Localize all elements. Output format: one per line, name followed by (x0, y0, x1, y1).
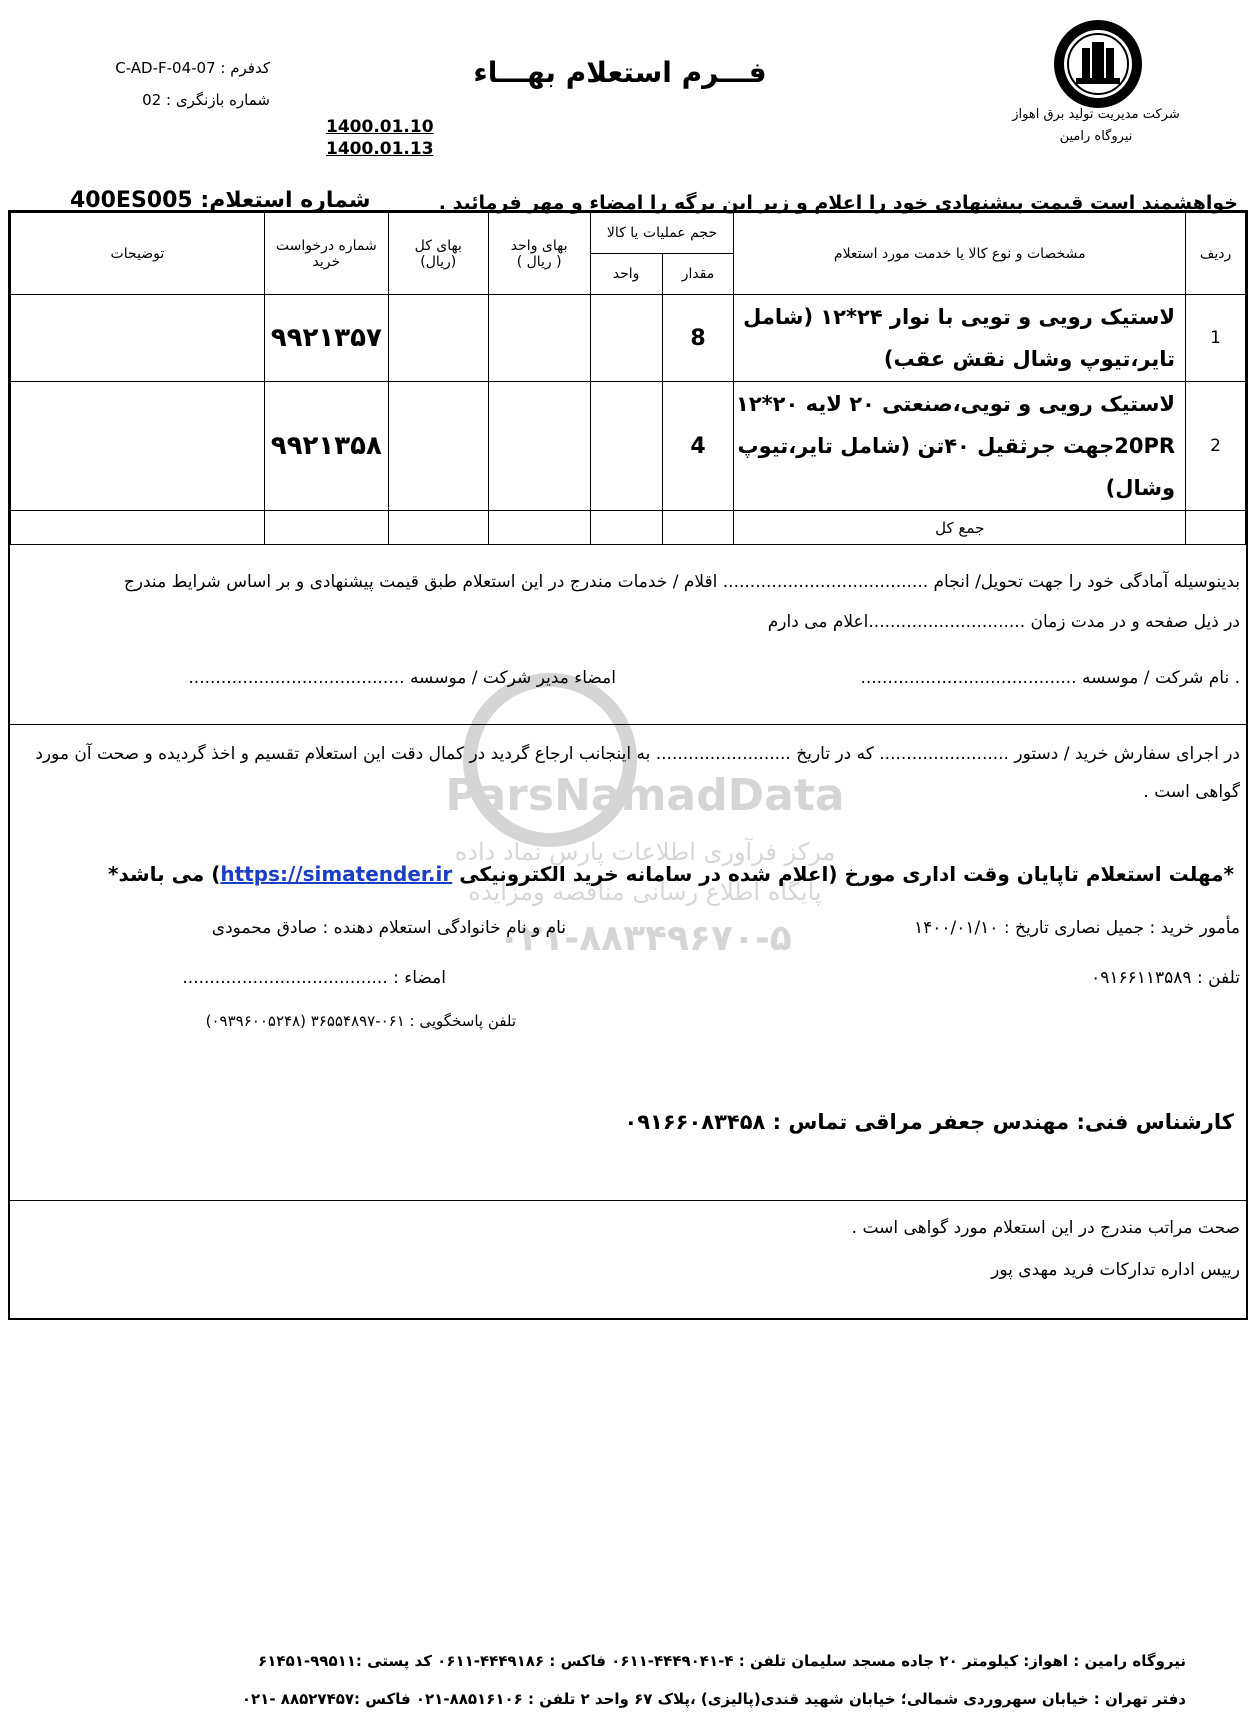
total-row-number (1186, 511, 1246, 545)
total-qty (662, 511, 734, 545)
deadline-notice (108, 862, 1234, 886)
readiness-line1: بدینوسیله آمادگی خود را جهت تحویل/ انجام ...................................... اقلام / خدمات مندرج در این استعلام طبق قیمت پیشنهادی و بر اساس شرایط مندرج (123, 572, 1240, 592)
revision-number: شماره بازنگری : 02 (142, 91, 270, 109)
table-row (11, 295, 1246, 382)
header-request-no (264, 213, 388, 295)
buyer-info: مأمور خرید : جمیل نصاری تاریخ : ۱۴۰۰/۰۱/۱۰ (913, 918, 1240, 938)
item-unit-price (488, 382, 590, 511)
total-unit (590, 511, 662, 545)
inquiry-label: شماره استعلام: (200, 188, 371, 213)
date-1: 1400.01.10 (326, 117, 434, 137)
watermark-portal: پایگاه اطلاع رسانی مناقصه ومزایده (468, 878, 822, 906)
divider (10, 724, 1246, 725)
company-logo (1052, 18, 1144, 110)
item-notes (11, 382, 265, 511)
procurement-head: رییس اداره تدارکات فرید مهدی پور (991, 1260, 1240, 1280)
request-text: خواهشمند است قیمت پیشنهادی خود را اعلام و زیر این برگه را امضاء و مهر فرمائید . (438, 192, 1238, 214)
deadline-text: *مهلت استعلام تاپایان وقت اداری مورخ (اعلام شده در سامانه خرید الکترونیکی (452, 862, 1234, 886)
form-title: فـــرم استعلام بهـــاء (473, 56, 767, 89)
header-row: ردیف (1186, 213, 1246, 295)
header-request-no-label: شماره درخواست (275, 237, 377, 254)
item-description-line1: لاستیک رویی و تویی،صنعتی ۲۰ لایه ۲۰*۱۲ (736, 392, 1176, 416)
item-description-line1: لاستیک رویی و تویی با نوار ۲۴*۱۲ (شامل (743, 305, 1176, 329)
item-unit-price (488, 295, 590, 382)
answer-phone: تلفن پاسخگویی : ۰۶۱-۳۶۵۵۴۸۹۷ (۰۹۳۹۶۰۰۵۲۴۸) (205, 1012, 516, 1030)
plant-name: نیروگاه رامین (1059, 129, 1133, 144)
dates-block (326, 116, 434, 160)
item-qty: 8 (662, 295, 734, 382)
form-codes (70, 52, 270, 116)
footer-address-1: نیروگاه رامین : اهواز: کیلومتر ۲۰ جاده مسجد سلیمان تلفن : ۴-۴۴۴۹۰۴۱-۰۶۱۱ فاکس : ۴۴۴۹۱۸۶-۰۶۱۱ کد پستی :۹۹۵۱۱-۶۱۴۵۱ (258, 1652, 1186, 1670)
signature-field: امضاء : ...................................... (182, 968, 446, 988)
simatender-link[interactable]: https://simatender.ir (220, 862, 453, 886)
item-request-no: ۹۹۲۱۳۵۸ (264, 382, 388, 511)
item-total-price (388, 295, 488, 382)
watermark (420, 660, 870, 1060)
date-2: 1400.01.13 (326, 139, 434, 159)
total-row (11, 511, 1246, 545)
company-name-field: . نام شرکت / موسسه ........................................ (860, 668, 1240, 688)
total-notes (11, 511, 265, 545)
technical-expert: کارشناس فنی: مهندس جعفر مراقی تماس : ۰۹۱۶۶۰۸۳۴۵۸ (624, 1110, 1234, 1134)
row-number: 1 (1186, 295, 1246, 382)
row-number: 2 (1186, 382, 1246, 511)
item-unit (590, 295, 662, 382)
item-description-line2: تایر،تیوپ وشال نقش عقب) (883, 347, 1176, 371)
watermark-brand: ParsNamadData (445, 770, 845, 821)
item-request-no: ۹۹۲۱۳۵۷ (264, 295, 388, 382)
item-description-line2: 20PRجهت جرثقیل ۴۰تن (شامل تایر،تیوپ وشال) (737, 434, 1176, 500)
item-total-price (388, 382, 488, 511)
deadline-suffix: ) می باشد* (107, 862, 221, 886)
order-line2: گواهی است . (1143, 782, 1240, 802)
total-total-price (388, 511, 488, 545)
item-description (734, 382, 1186, 511)
divider (10, 1200, 1246, 1201)
readiness-line2: در ذیل صفحه و در مدت زمان .............................اعلام می دارم (767, 612, 1240, 632)
header-spec: مشخصات و نوع کالا یا خدمت مورد استعلام (734, 213, 1186, 295)
watermark-phone: ۰۲۱-۸۸۳۴۹۶۷۰-۵ (498, 918, 792, 959)
header-unit: واحد (590, 254, 662, 295)
header-volume: حجم عملیات یا کالا (590, 213, 734, 254)
header-unit-price (488, 213, 590, 295)
header-total-price (388, 213, 488, 295)
order-line1: در اجرای سفارش خرید / دستور ........................ که در تاریخ ......................... به اینجانب ارجاع گردید در کمال دقت این استعلام تقسیم و اخذ گردیده و صحت آن مورد (35, 744, 1240, 764)
inquirer-name: نام و نام خانوادگی استعلام دهنده : صادق محمودی (211, 918, 566, 938)
header-qty: مقدار (662, 254, 734, 295)
header-unit-price-label: بهای واحد (510, 237, 568, 254)
buyer-phone: تلفن : ۰۹۱۶۶۱۱۳۵۸۹ (1091, 968, 1240, 988)
item-description (734, 295, 1186, 382)
header-request-no-sub: خرید (312, 253, 341, 270)
item-unit (590, 382, 662, 511)
total-unit-price (488, 511, 590, 545)
header-unit-price-sub: ( ریال ) (516, 253, 562, 270)
item-qty: 4 (662, 382, 734, 511)
company-name: شرکت مدیریت تولید برق اهواز (1012, 107, 1180, 122)
company-name-block (1006, 104, 1186, 148)
total-label: جمع کل (734, 511, 1186, 545)
header-total-price-label: بهای کل (414, 237, 462, 254)
manager-signature-field: امضاء مدیر شرکت / موسسه ........................................ (188, 668, 616, 688)
form-code: کدفرم : C-AD-F-04-07 (115, 59, 270, 77)
footer-address-2: دفتر تهران : خیابان سهروردی شمالی؛ خیابان شهید قندی(پالیزی) ،پلاک ۶۷ واحد ۲ تلفن : ۸۸۵۱۶۱۰۶-۰۲۱ فاکس :۸۸۵۲۷۴۵۷ -۰۲۱ (241, 1690, 1186, 1708)
items-table (10, 212, 1246, 545)
header-notes: توضیحات (11, 213, 265, 295)
watermark-center: مرکز فرآوری اطلاعات پارس نماد داده (454, 838, 836, 866)
confirmation-text: صحت مراتب مندرج در این استعلام مورد گواهی است . (851, 1218, 1240, 1238)
inquiry-number: 400ES005 (70, 188, 193, 213)
item-notes (11, 295, 265, 382)
header-total-price-sub: (ریال) (420, 253, 457, 270)
table-row (11, 382, 1246, 511)
total-request-no (264, 511, 388, 545)
